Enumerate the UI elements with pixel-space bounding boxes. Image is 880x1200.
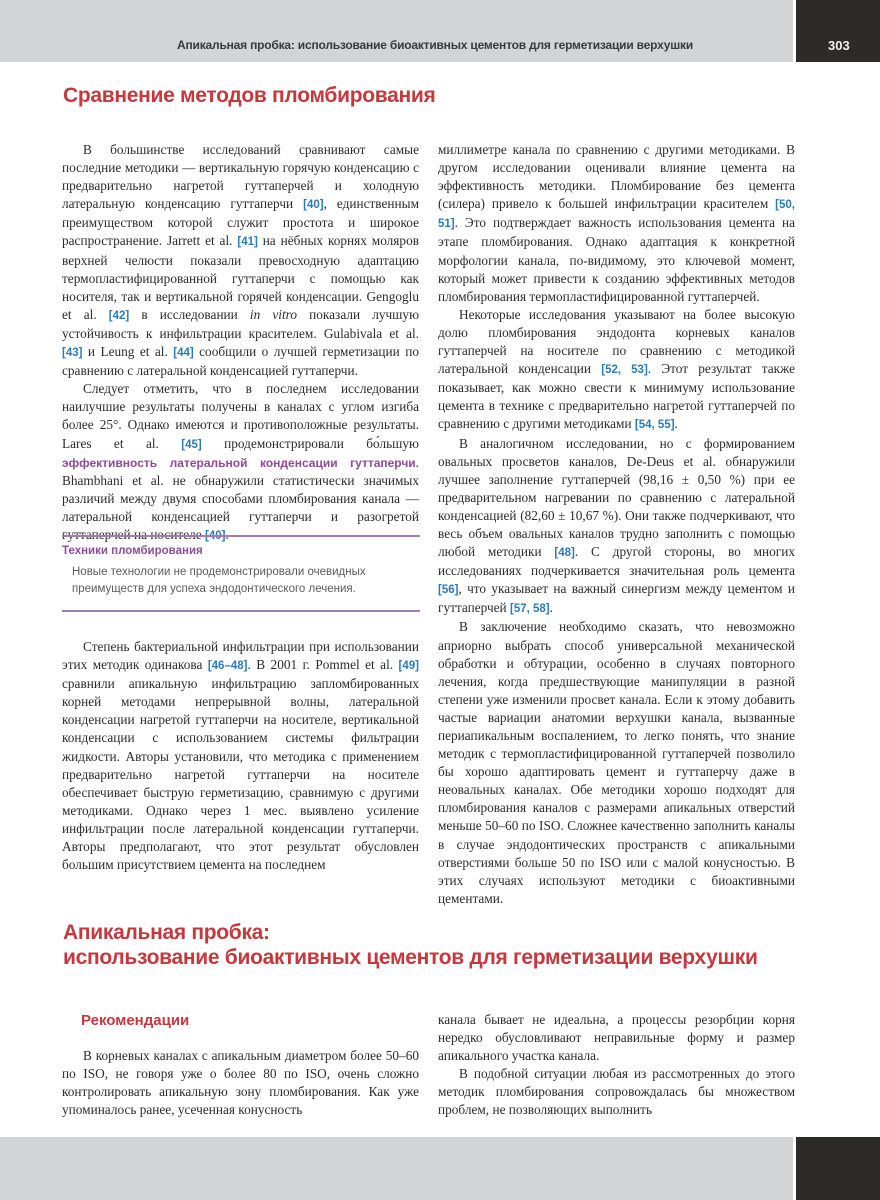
text: , что указывает на важный синергизм между цементом и гуттаперчей (438, 581, 795, 616)
left-column-section2 (62, 1047, 419, 1119)
citation-link[interactable]: [52, 53] (601, 364, 648, 377)
paragraph: В корневых каналах с апикальным диаметром более 50–60 по ISO, не говоря уже о более 80 по ISO, очень сложно контролировать апикальную зону пломбирования. Как уже упоминалось ранее, усеченная конусность (62, 1048, 419, 1118)
footer-dark-block (796, 1137, 880, 1200)
citation-link[interactable]: [44] (173, 347, 194, 360)
citation-link[interactable]: [57, 58] (509, 603, 550, 616)
highlighted-phrase: эффективность латеральной конденсации гуттаперчи (62, 455, 416, 470)
citation-link[interactable]: [41] (237, 236, 258, 249)
section-title-comparison: Сравнение методов пломбирования (63, 84, 436, 107)
right-column (438, 141, 795, 908)
text: . С другой стороны, во многих исследованиях подчеркивается значительная роль цемента (438, 544, 795, 579)
paragraph: канала бывает не идеальна, а процессы резорбции корня нередко обусловливают неправильные форму и размер апикального участка канала. (438, 1012, 795, 1064)
citation-link[interactable]: [54, 55] (634, 419, 675, 432)
citation-link[interactable]: [42] (108, 309, 130, 322)
text: миллиметре канала по сравнению с другими методиками. В другом исследовании оценивали влияние цемента на эффективность методики. Пломбирование без цемента (силера) привело к большей инфильтрации красителем (438, 142, 795, 212)
citation-link[interactable]: [50, 51] (438, 199, 795, 231)
page-number: 303 (828, 38, 850, 53)
section-title-line: использование биоактивных цементов для герметизации верхушки (63, 946, 758, 969)
left-column-continued (62, 638, 419, 874)
citation-link[interactable]: [43] (62, 347, 83, 360)
callout-text: Новые технологии не продемонстрировали очевидных преимуществ для успеха эндодонтического лечения. (72, 566, 366, 595)
text: Степень бактериальной инфильтрации при использовании этих методик одинакова (62, 639, 419, 673)
text: показали лучшую устойчивость к инфильтрации красителем. Gulabivala et al. (62, 306, 419, 341)
citation-link[interactable]: [45] (181, 438, 202, 451)
section-title-line: Апикальная пробка: (63, 921, 270, 944)
text: Некоторые исследования указывают на более высокую долю пломбирования эндодонта корневых каналов гуттаперчей на носителе по сравнению с методикой латеральной конденсации (438, 306, 795, 377)
text: сообщили о лучшей герметизации по сравнению с латеральной конденсацией гуттаперчи. (62, 344, 419, 379)
text: . Bhambhani et al. не обнаружили статистически значимых различий между двумя способами пломбирования канала — латеральной конденсацией гуттаперчи и разогретой гуттаперчей на носителе (62, 454, 419, 542)
footer-bar (0, 1137, 793, 1200)
callout-box (62, 535, 420, 612)
text: сравнили апикальную инфильтрацию запломбированных корней методами непрерывной волны, латеральной конденсации нагретой гуттаперчи на носителе, вертикальной конденсации с использованием системы фильтрации жидкости. Авторы установили, что методика с применением предварительно нагретой гуттаперчи на носителе обеспечивает быструю герметизацию, сравнимую с другими методиками. Однако через 1 мес. выявлено усиление инфильтрации после латеральной конденсации гуттаперчи. Авторы предполагают, что этот результат обусловлен большим присутствием цемента на последнем (62, 676, 419, 873)
running-header-bar (0, 0, 793, 62)
paragraph: В подобной ситуации любая из рассмотренных до этого методик пломбирования сопровождалась бы множеством проблем, не позволяющих выполнить (438, 1066, 795, 1118)
page-number-box (796, 0, 880, 62)
text: , единственным преимуществом которой служит простота и широкое распространение. Jarrett et al. (62, 196, 419, 249)
right-column-section2 (438, 1011, 795, 1120)
callout-title: Техники пломбирования (62, 545, 203, 557)
running-title: Апикальная пробка: использование биоактивных цементов для герметизации верхушки (177, 38, 693, 52)
text: и Leung et al. (82, 344, 174, 360)
text: продемонстрировали бо́льшую (201, 435, 419, 451)
text: . (674, 416, 678, 432)
paragraph (62, 380, 419, 545)
subsection-title-recommendations: Рекомендации (81, 1012, 190, 1029)
text: . Этот результат также показывает, как можно свести к минимуму использование цемента в технике с предварительно нагретой гуттаперчей по сравнению с другими методиками (438, 361, 795, 432)
citation-link[interactable]: [46–48] (207, 660, 248, 673)
paragraph (438, 306, 795, 435)
citation-link[interactable]: [56] (438, 584, 459, 597)
text: на нёбных корнях моляров верхней челюсти показали превосходную адаптацию термопластифицированной гуттаперчи с помощью как носителя, так и вертикальной горячей конденсации. Gengoglu et al. (62, 233, 419, 322)
text: . (225, 526, 229, 542)
text: В аналогичном исследовании, но с формированием овальных просветов каналов, De-Deus et al. обнаружили лучшее заполнение гуттаперчей (98,16 ± 0,50 %) при ее предварительном нагревании по сравнению с латеральной конденсацией (82,60 ± 10,67 %). Они также подчеркивают, что весь объем овальных каналов трудно заполнить с помощью любой методики (438, 435, 795, 560)
text: . В 2001 г. Pommel et al. (247, 657, 399, 673)
section-title-apical-plug (63, 920, 758, 970)
text: В большинстве исследований сравнивают самые последние методики — вертикальную горячую конденсацию с предварительно нагретой гуттаперчей и холодную латеральную конденсацию гуттаперчи (62, 142, 419, 212)
paragraph (62, 141, 419, 380)
citation-link[interactable]: [40] (303, 199, 324, 212)
citation-link[interactable]: [49] (398, 660, 419, 673)
citation-link[interactable]: [40] (205, 529, 226, 542)
text: в исследовании (129, 306, 250, 322)
paragraph (438, 141, 795, 306)
citation-link[interactable]: [48] (554, 547, 575, 560)
text: . Это подтверждает важность использования цемента на этапе пломбирования. Однако адаптация к конкретной морфологии канала, по-видимому, это ключевой момент, который может привести к созданию эффективных методов пломбирования термопластифицированной гуттаперчей. (438, 215, 795, 304)
text: . (549, 600, 553, 616)
left-column (62, 141, 419, 545)
paragraph (438, 435, 795, 619)
paragraph (62, 638, 419, 874)
text: Следует отметить, что в последнем исследовании наилучшие результаты получены в каналах с углом изгиба более 25°. Однако имеются и противоположные результаты. Lares et al. (62, 381, 419, 451)
italic-term: in vitro (249, 306, 298, 322)
paragraph: В заключение необходимо сказать, что невозможно априорно выбрать способ универсальной механической обработки и обтурации, особенно в случаях повторного лечения, когда предшествующие манипуляции в разной степени уже изменили просвет канала. Если к этому добавить частые вариации анатомии верхушки канала, вызванные периапикальным воспалением, то легко понять, что знание методик с термопластифицированной гуттаперчей позволило бы хорошо адаптировать цемент и гуттаперчу даже в неовальных каналах. Обе методики хорошо подходят для пломбирования каналов с размерами апикальных отверстий меньше 50–60 по ISO. Сложнее качественно заполнить каналы в случае эндодонтических пространств с апикальными отверстиями больше 50 по ISO или с малой конусностью. В этих случаях используют методики с биоактивными цементами. (438, 619, 795, 906)
